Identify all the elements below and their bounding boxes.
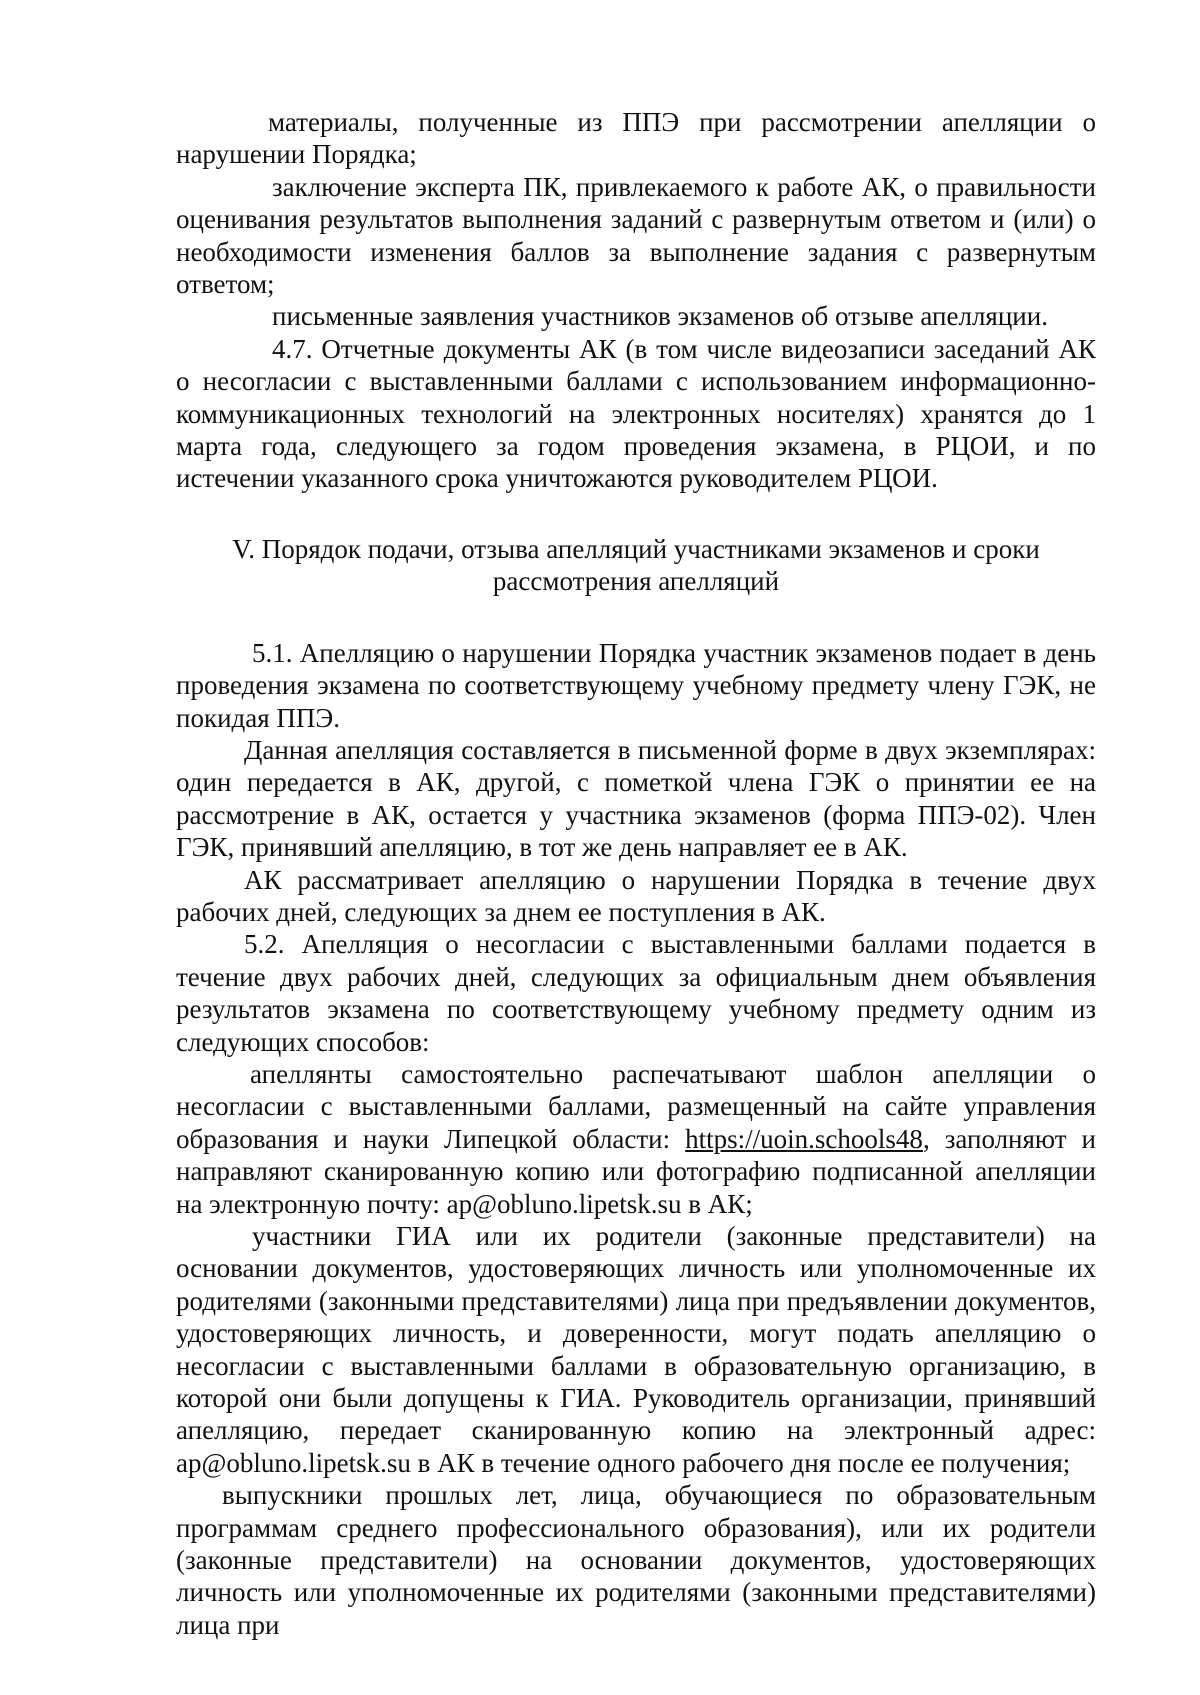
paragraph-ppe-materials: материалы, полученные из ППЭ при рассмотрении апелляции о нарушении Порядка; xyxy=(176,107,1096,170)
paragraph-appeal-form: Данная апелляция составляется в письменной форме в двух экземплярах: один передается в АК, другой, с пометкой члена ГЭК о принятии ее на рассмотрение в АК, остается у участника экзаменов (форма ППЭ-02). Член ГЭК, принявший апелляцию, в тот же день направляет ее в АК. xyxy=(176,734,1096,863)
paragraph-withdrawal-statements: письменные заявления участников экзаменов об отзыве апелляции. xyxy=(272,301,1048,332)
method-online-text-after: , заполняют и направляют сканированную копию или фотографию подписанной апелляции на электронную почту: ap@obluno.lipetsk.su в АК; xyxy=(176,1123,1096,1219)
paragraph-4-7: 4.7. Отчетные документы АК (в том числе видеозаписи заседаний АК о несогласии с выставленными баллами с использованием информационно-коммуникационных технологий на электронных носителях) хранятся до 1 марта года, следующего за годом проведения экзамена, в РЦОИ, и по истечении указанного срока уничтожаются руководителем РЦОИ. xyxy=(176,333,1096,494)
paragraph-appeal-review-term: АК рассматривает апелляцию о нарушении Порядка в течение двух рабочих дней, следующих за днем ее поступления в АК. xyxy=(176,864,1096,927)
paragraph-method-online xyxy=(176,1058,1096,1220)
document-body xyxy=(176,106,1096,1641)
paragraph-method-graduates: выпускники прошлых лет, лица, обучающиеся по образовательным программам среднего профессионального образования), или их родители (законные представители) на основании документов, удостоверяющих личность или уполномоченные их родителями (законными представителями) лица при xyxy=(176,1480,1096,1640)
uoin-link[interactable]: https://uoin.schools48 xyxy=(685,1123,923,1154)
method-online-text-before: апеллянты самостоятельно распечатывают шаблон апелляции о несогласии с выставленными баллами, размещенный на сайте управления образования и науки Липецкой области: xyxy=(176,1058,1096,1154)
section-heading: V. Порядок подачи, отзыва апелляций участниками экзаменов и сроки рассмотрения апелляций xyxy=(232,533,1040,597)
paragraph-5-2: 5.2. Апелляция о несогласии с выставленными баллами подается в течение двух рабочих дней, следующих за официальным днем объявления результатов экзамена по соответствующему учебному предмету одним из следующих способов: xyxy=(176,929,1096,1057)
paragraph-5-1: 5.1. Апелляцию о нарушении Порядка участник экзаменов подает в день проведения экзамена по соответствующему учебному предмету члену ГЭК, не покидая ППЭ. xyxy=(176,637,1096,733)
paragraph-expert-conclusion: заключение эксперта ПК, привлекаемого к работе АК, о правильности оценивания результатов выполнения заданий с развернутым ответом и (или) о необходимости изменения баллов за выполнение задания с развернутым ответом; xyxy=(176,171,1096,300)
paragraph-method-school: участники ГИА или их родители (законные представители) на основании документов, удостоверяющих личность или уполномоченные их родителями (законными представителями) лица при предъявлении документов, удостоверяющих личность, и доверенности, могут подать апелляцию о несогласии с выставленными баллами в образовательную организацию, в которой они были допущены к ГИА. Руководитель организации, принявший апелляцию, передает сканированную копию на электронный адрес: ap@obluno.lipetsk.su в АК в течение одного рабочего дня после ее получения; xyxy=(176,1221,1096,1478)
